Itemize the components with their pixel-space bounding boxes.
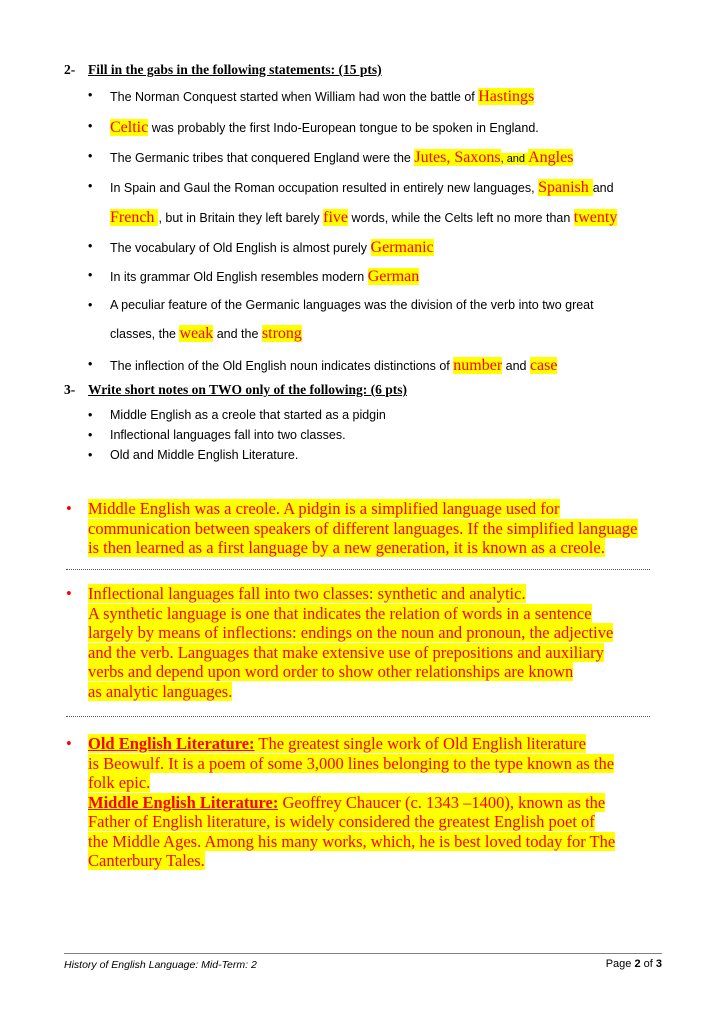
bullet: • [88,179,93,193]
answer-line: The greatest single work of Old English literature [254,734,586,753]
statement-text: and [502,359,530,373]
footer-rule [64,953,662,954]
answer-highlight: strong [261,325,302,342]
answer-line: Inflectional languages fall into two classes: synthetic and analytic. [88,584,526,603]
statement-text: classes, the [110,327,180,341]
answer-line: is then learned as a first language by a new generation, it is known as a creole. [88,538,605,557]
statement-text: The inflection of the Old English noun indicates distinctions of [110,359,454,373]
answer-line: and the verb. Languages that make extensive use of prepositions and auxiliary [88,642,604,662]
topic-text: Inflectional languages fall into two classes. [110,428,346,442]
answer-highlight: Hastings [478,88,535,105]
answer-separator: , [446,149,455,166]
question-number: 3- [64,382,76,397]
page-number [606,958,662,970]
answer-highlight: Jutes [414,149,447,166]
statement-text: and the [213,327,262,341]
answer-separator: , and [500,153,529,165]
answer-highlight: Spanish [538,179,593,196]
footer-title: History of English Language: Mid-Term: 2 [64,959,257,971]
answer-line: the Middle Ages. Among his many works, which, he is best loved today for The [88,831,616,851]
bullet: • [88,428,93,442]
statement-text: The Germanic tribes that conquered England were the [110,151,415,165]
subheading-middle-english: Middle English Literature: [88,792,279,812]
statement-text: was probably the first Indo-European tongue to be spoken in England. [148,121,539,135]
answer-line: folk epic. [88,773,151,792]
statement-text: , but in Britain they left barely [158,211,324,225]
bullet: • [88,357,93,371]
statement-text: In its grammar Old English resembles modern [110,270,368,284]
answer-highlight: weak [179,325,214,342]
bullet: • [88,268,93,282]
bullet: • [88,408,93,422]
answer-highlight: Celtic [110,119,149,136]
bullet: • [88,298,93,312]
answer-line: as analytic languages. [88,681,233,701]
page-current: 2 [634,958,641,970]
dotted-separator [66,716,650,717]
answer-line: Father of English literature, is widely considered the greatest English poet of [88,812,595,831]
subheading-old-english: Old English Literature: [88,734,255,753]
statement-text: and [592,181,614,195]
bullet: • [66,499,72,518]
answer-line: Canterbury Tales. [88,851,205,870]
answer-highlight: twenty [573,209,618,226]
answer-highlight: French [110,209,159,226]
answer-line: verbs and depend upon word order to show other relationships are known [88,662,574,681]
topic-text: Old and Middle English Literature. [110,448,299,462]
page-of-label: of [640,958,656,970]
answer-highlight: Angles [528,149,574,166]
answer-highlight: five [323,209,348,226]
bullet: • [88,119,93,133]
bullet: • [88,88,93,102]
page-total: 3 [655,958,662,970]
bullet: • [66,584,72,603]
answer-highlight: case [529,357,558,374]
statement-text: In Spain and Gaul the Roman occupation resulted in entirely new languages, [110,181,539,195]
answer-line: largely by means of inflections: endings on the noun and pronoun, the adjective [88,623,614,642]
question-title: Write short notes on TWO only of the following: (6 pts) [88,382,408,397]
answer-highlight: number [453,357,503,374]
bullet: • [88,239,93,253]
statement-text: words, while the Celts left no more than [347,211,574,225]
answer-line: communication between speakers of different languages. If the simplified language [88,518,638,538]
answer-highlight: German [367,268,420,285]
answer-line: A synthetic language is one that indicates the relation of words in a sentence [88,603,592,623]
page-label: Page [605,958,635,970]
question-2-heading [64,62,382,78]
question-number: 2- [64,62,76,77]
answer-highlight: Saxons [454,149,501,166]
answer-highlight: Germanic [370,239,434,256]
statement-text: The vocabulary of Old English is almost purely [110,241,371,255]
bullet: • [88,149,93,163]
dotted-separator [66,569,650,570]
statement-text: A peculiar feature of the Germanic languages was the division of the verb into two great [110,298,594,312]
answer-line: is Beowulf. It is a poem of some 3,000 lines belonging to the type known as the [88,753,615,773]
bullet: • [88,448,93,462]
answer-line: Geoffrey Chaucer (c. 1343 –1400), known as the [278,792,606,812]
question-3-heading [64,382,407,398]
bullet: • [66,734,72,753]
question-title: Fill in the gabs in the following statements: (15 pts) [88,62,382,77]
topic-text: Middle English as a creole that started as a pidgin [110,408,386,422]
answer-line: Middle English was a creole. A pidgin is a simplified language used for [88,499,560,518]
statement-text: The Norman Conquest started when William had won the battle of [110,90,479,104]
